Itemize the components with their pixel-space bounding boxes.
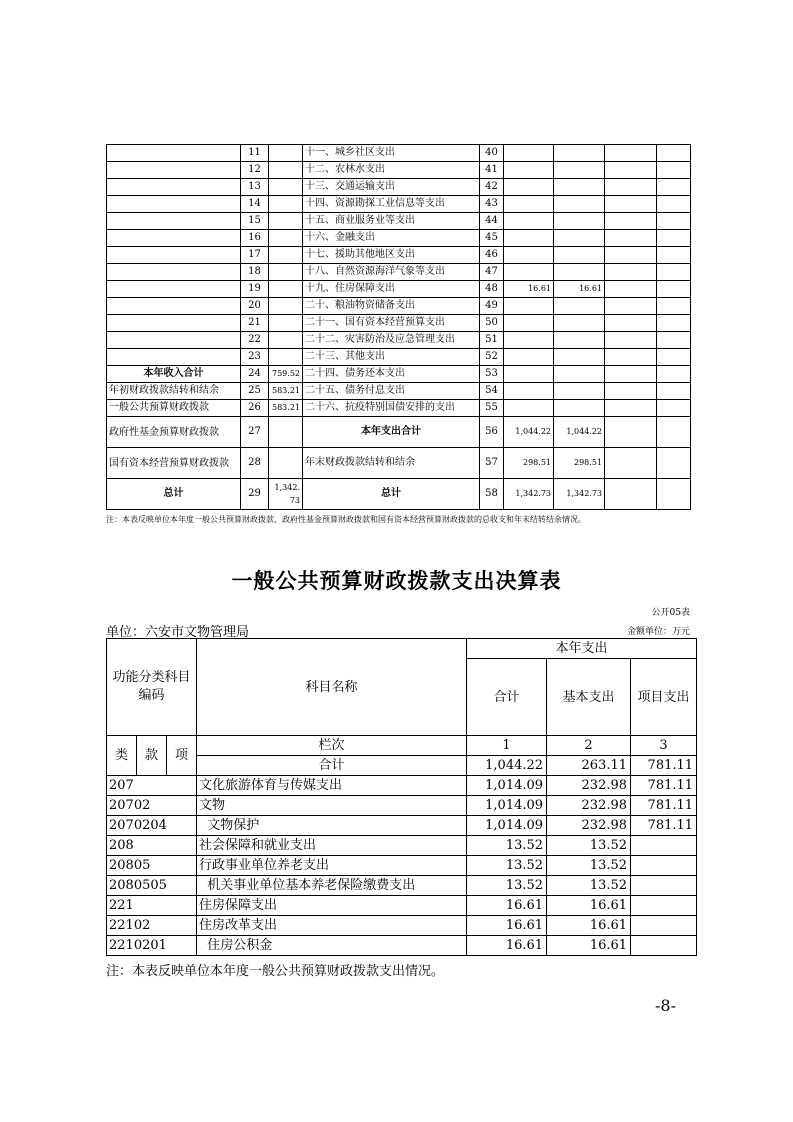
table-cell: [269, 162, 303, 179]
table-cell: [554, 196, 605, 213]
table-cell: 本年收入合计: [107, 366, 241, 383]
table-cell: [657, 479, 691, 510]
table-cell: 48: [480, 281, 504, 298]
table-cell: [554, 247, 605, 264]
table-cell: 20: [241, 298, 269, 315]
table-row: [107, 448, 691, 479]
table-cell: 54: [480, 383, 504, 400]
table-cell: [504, 366, 554, 383]
table-cell: 11: [241, 145, 269, 162]
header-project: 项目支出: [631, 659, 697, 736]
table-cell: 1,044.22: [554, 417, 605, 448]
table-cell: [504, 230, 554, 247]
table-cell: [657, 366, 691, 383]
table-cell: [554, 213, 605, 230]
table-cell: [657, 264, 691, 281]
table-cell: [504, 196, 554, 213]
table-cell: [269, 315, 303, 332]
table-cell: 583.21: [269, 400, 303, 417]
table-row: [107, 315, 691, 332]
table-cell: 23: [241, 349, 269, 366]
table-row: [107, 836, 697, 856]
table-cell: [554, 145, 605, 162]
table-cell: 12: [241, 162, 269, 179]
table-cell: [269, 196, 303, 213]
table-cell: 二十四、债务还本支出: [303, 366, 480, 383]
table-cell: [269, 230, 303, 247]
table-cell: [107, 332, 241, 349]
table-cell: [554, 179, 605, 196]
table-cell: 57: [480, 448, 504, 479]
table-cell-code: 20702: [107, 796, 197, 816]
table-cell: [504, 179, 554, 196]
table-cell-code: 208: [107, 836, 197, 856]
table-cell-name: 文物保护: [197, 816, 467, 836]
table-cell: 二十六、抗疫特别国债安排的支出: [303, 400, 480, 417]
table-cell: 45: [480, 230, 504, 247]
table-cell: [554, 315, 605, 332]
table-cell: [504, 349, 554, 366]
table-cell-code: 20805: [107, 856, 197, 876]
table-cell: 41: [480, 162, 504, 179]
table-cell: [504, 315, 554, 332]
table-cell: [504, 247, 554, 264]
table-cell-code: 221: [107, 896, 197, 916]
table-cell: [504, 162, 554, 179]
table-cell-name: 住房保障支出: [197, 896, 467, 916]
table-cell: [605, 230, 657, 247]
table-cell-project: 781.11: [631, 816, 697, 836]
table-cell: 49: [480, 298, 504, 315]
table-cell: [107, 145, 241, 162]
table-cell: [657, 298, 691, 315]
table-cell: [269, 298, 303, 315]
table-row: [107, 162, 691, 179]
table-cell: [107, 247, 241, 264]
header-code-group: 功能分类科目编码: [107, 639, 197, 736]
table-cell: [107, 162, 241, 179]
table-cell: [605, 417, 657, 448]
table-cell: 58: [480, 479, 504, 510]
header-idx1: 1: [467, 736, 547, 756]
table-cell: 十六、金融支出: [303, 230, 480, 247]
table-cell: [554, 400, 605, 417]
table-cell: [605, 366, 657, 383]
table-cell-code: 2080505: [107, 876, 197, 896]
header-xiang: 项: [167, 736, 197, 776]
table-row: [107, 856, 697, 876]
total-row-name: 合计: [197, 756, 467, 776]
table-cell: [605, 145, 657, 162]
table-cell: 13: [241, 179, 269, 196]
table-cell: [657, 179, 691, 196]
table-cell: 16.61: [504, 281, 554, 298]
table-cell: 国有资本经营预算财政拨款: [107, 448, 241, 479]
table-cell: 十三、交通运输支出: [303, 179, 480, 196]
table-cell: 42: [480, 179, 504, 196]
table-cell: [554, 162, 605, 179]
table-cell: [657, 400, 691, 417]
table-cell: 24: [241, 366, 269, 383]
table-row: [107, 876, 697, 896]
table-cell: [605, 281, 657, 298]
table-cell: [269, 264, 303, 281]
table-cell: 总计: [303, 479, 480, 510]
table-cell: [657, 448, 691, 479]
table-cell-total: 16.61: [467, 936, 547, 956]
table-row: [107, 264, 691, 281]
table-cell: [269, 247, 303, 264]
table-cell: 总计: [107, 479, 241, 510]
table-cell: 二十、粮油物资储备支出: [303, 298, 480, 315]
table-cell: 55: [480, 400, 504, 417]
table-cell: [605, 179, 657, 196]
table-cell: [504, 298, 554, 315]
table-cell-basic: 13.52: [547, 856, 631, 876]
income-expense-table: [106, 144, 691, 510]
table-cell-name: 机关事业单位基本养老保险缴费支出: [197, 876, 467, 896]
table-row: [107, 383, 691, 400]
table-cell: [657, 213, 691, 230]
table-cell: [605, 315, 657, 332]
table-cell: [269, 145, 303, 162]
table-cell: 年末财政拨款结转和结余: [303, 448, 480, 479]
table-cell: 298.51: [504, 448, 554, 479]
table-cell: [605, 162, 657, 179]
table-cell: [554, 298, 605, 315]
table-cell: 51: [480, 332, 504, 349]
table-cell-total: 1,014.09: [467, 776, 547, 796]
table-row: [107, 936, 697, 956]
table-cell: [554, 349, 605, 366]
table-cell: 本年支出合计: [303, 417, 480, 448]
table-row: [107, 366, 691, 383]
table-cell: [269, 281, 303, 298]
table-cell: [107, 196, 241, 213]
table-cell-basic: 232.98: [547, 796, 631, 816]
table-cell: [269, 332, 303, 349]
table-cell-name: 社会保障和就业支出: [197, 836, 467, 856]
table-cell: [657, 162, 691, 179]
table-cell-name: 行政事业单位养老支出: [197, 856, 467, 876]
table-cell: 28: [241, 448, 269, 479]
table-row: [107, 479, 691, 510]
table-row: [107, 196, 691, 213]
table-cell: [657, 196, 691, 213]
table-cell: 27: [241, 417, 269, 448]
table-cell-code: 2070204: [107, 816, 197, 836]
table-row: [107, 332, 691, 349]
table-cell-project: 781.11: [631, 776, 697, 796]
table-cell-basic: 232.98: [547, 776, 631, 796]
total-row-basic: 263.11: [547, 756, 631, 776]
table-cell: [269, 448, 303, 479]
table-cell: 25: [241, 383, 269, 400]
header-basic: 基本支出: [547, 659, 631, 736]
table-cell: 十二、农林水支出: [303, 162, 480, 179]
table-cell: [504, 145, 554, 162]
form-number: 公开05表: [651, 608, 690, 618]
table-cell: [269, 179, 303, 196]
table-row: [107, 247, 691, 264]
table-cell: 22: [241, 332, 269, 349]
table-row: [107, 298, 691, 315]
table-row: [107, 179, 691, 196]
table-row: [107, 896, 697, 916]
table-cell-code: 2210201: [107, 936, 197, 956]
table-cell: 十四、资源勘探工业信息等支出: [303, 196, 480, 213]
table-cell-basic: 16.61: [547, 916, 631, 936]
table-cell: [657, 383, 691, 400]
table-cell: [657, 281, 691, 298]
table-cell: 52: [480, 349, 504, 366]
table-cell: [657, 247, 691, 264]
table-cell: 44: [480, 213, 504, 230]
table-cell: [657, 332, 691, 349]
table-cell: [504, 264, 554, 281]
table-cell: 46: [480, 247, 504, 264]
table-cell: 二十五、债务付息支出: [303, 383, 480, 400]
table-row: [107, 776, 697, 796]
table-cell: 18: [241, 264, 269, 281]
table-cell: [504, 213, 554, 230]
table-cell-total: 1,014.09: [467, 816, 547, 836]
table-cell: [107, 230, 241, 247]
page-number: -8-: [655, 996, 676, 1015]
table-cell: [605, 479, 657, 510]
table-row: [107, 916, 697, 936]
table-cell: [657, 145, 691, 162]
table-cell: 17: [241, 247, 269, 264]
table-cell-project: [631, 876, 697, 896]
table-cell: 十七、援助其他地区支出: [303, 247, 480, 264]
table-cell: [269, 349, 303, 366]
table-cell: 15: [241, 213, 269, 230]
table-cell-name: 住房公积金: [197, 936, 467, 956]
table-cell: 298.51: [554, 448, 605, 479]
header-current-year: 本年支出: [467, 639, 697, 659]
table-cell: [554, 383, 605, 400]
table-row: [107, 145, 691, 162]
table-cell: 十五、商业服务业等支出: [303, 213, 480, 230]
table-cell-basic: 13.52: [547, 836, 631, 856]
table-cell-code: 207: [107, 776, 197, 796]
header-col-index: 栏次: [197, 736, 467, 756]
table-cell-name: 住房改革支出: [197, 916, 467, 936]
table-cell: 一般公共预算财政拨款: [107, 400, 241, 417]
table-cell: [269, 417, 303, 448]
table-cell: 50: [480, 315, 504, 332]
table-cell-project: 781.11: [631, 796, 697, 816]
table-cell: 1,342.73: [269, 479, 303, 510]
table-cell: 十一、城乡社区支出: [303, 145, 480, 162]
table-cell: [107, 213, 241, 230]
table-cell-name: 文物: [197, 796, 467, 816]
table-cell: [554, 264, 605, 281]
table-cell: [605, 264, 657, 281]
table-cell: 47: [480, 264, 504, 281]
table-cell: 583.21: [269, 383, 303, 400]
table-row: [107, 816, 697, 836]
table-cell: 十九、住房保障支出: [303, 281, 480, 298]
table-cell: [605, 448, 657, 479]
expenditure-table: [106, 638, 697, 956]
table-row: [107, 213, 691, 230]
header-subject-name: 科目名称: [197, 639, 467, 736]
total-row-total: 1,044.22: [467, 756, 547, 776]
table-cell: [657, 417, 691, 448]
table-cell: [107, 298, 241, 315]
table-cell: [605, 383, 657, 400]
table-cell-basic: 13.52: [547, 876, 631, 896]
table-cell: 21: [241, 315, 269, 332]
header-kuan: 款: [137, 736, 167, 776]
header-lei: 类: [107, 736, 137, 776]
header-idx3: 3: [631, 736, 697, 756]
table-row: [107, 230, 691, 247]
table-cell-basic: 16.61: [547, 896, 631, 916]
table-row: [107, 349, 691, 366]
table-cell: [504, 383, 554, 400]
header-total: 合计: [467, 659, 547, 736]
table-cell: [605, 332, 657, 349]
table-cell-code: 22102: [107, 916, 197, 936]
table-cell: [504, 400, 554, 417]
table-cell: 年初财政拨款结转和结余: [107, 383, 241, 400]
table-cell-total: 13.52: [467, 876, 547, 896]
page-title: 一般公共预算财政拨款支出决算表: [231, 568, 562, 593]
table-cell: 16: [241, 230, 269, 247]
table-cell: 14: [241, 196, 269, 213]
table-cell: 二十三、其他支出: [303, 349, 480, 366]
table-cell: 二十二、灾害防治及应急管理支出: [303, 332, 480, 349]
header-idx2: 2: [547, 736, 631, 756]
table-cell: 26: [241, 400, 269, 417]
table-cell-project: [631, 836, 697, 856]
table-cell: [657, 230, 691, 247]
table-cell: 1,044.22: [504, 417, 554, 448]
table-cell-total: 13.52: [467, 836, 547, 856]
table-cell-name: 文化旅游体育与传媒支出: [197, 776, 467, 796]
lower-table-note: 注：本表反映单位本年度一般公共预算财政拨款支出情况。: [106, 964, 445, 979]
unit-label: 单位：六安市文物管理局: [106, 625, 250, 640]
table-cell: [605, 247, 657, 264]
table-cell: 29: [241, 479, 269, 510]
table-cell: 政府性基金预算财政拨款: [107, 417, 241, 448]
table-cell: [107, 264, 241, 281]
table-cell: [657, 315, 691, 332]
table-cell: [107, 281, 241, 298]
table-cell: [107, 349, 241, 366]
table-cell-basic: 232.98: [547, 816, 631, 836]
table-cell-total: 13.52: [467, 856, 547, 876]
table-row: [107, 400, 691, 417]
table-cell: [107, 315, 241, 332]
table-row: [107, 281, 691, 298]
table-cell: 40: [480, 145, 504, 162]
table-cell: 16.61: [554, 281, 605, 298]
upper-table-note: 注：本表反映单位本年度一般公共预算财政拨款、政府性基金预算财政拨款和国有资本经营预算财政拨款的总收支和年末结转结余情况。: [106, 515, 586, 524]
table-cell: 二十一、国有资本经营预算支出: [303, 315, 480, 332]
table-cell: 56: [480, 417, 504, 448]
table-cell: [107, 179, 241, 196]
table-cell: [269, 213, 303, 230]
table-cell: [605, 196, 657, 213]
table-cell-project: [631, 856, 697, 876]
table-cell: [554, 230, 605, 247]
table-cell: [657, 349, 691, 366]
money-unit-label: 金额单位：万元: [626, 627, 690, 637]
table-cell: [605, 298, 657, 315]
table-cell-total: 16.61: [467, 896, 547, 916]
table-cell: 1,342.73: [554, 479, 605, 510]
table-cell: 19: [241, 281, 269, 298]
table-cell: 十八、自然资源海洋气象等支出: [303, 264, 480, 281]
table-cell-total: 16.61: [467, 916, 547, 936]
table-cell: [554, 332, 605, 349]
table-cell-total: 1,014.09: [467, 796, 547, 816]
table-cell: 53: [480, 366, 504, 383]
table-cell-project: [631, 936, 697, 956]
table-cell-project: [631, 896, 697, 916]
table-cell: 759.52: [269, 366, 303, 383]
table-cell: [605, 400, 657, 417]
table-cell: [554, 366, 605, 383]
table-cell-project: [631, 916, 697, 936]
total-row-project: 781.11: [631, 756, 697, 776]
table-row: [107, 796, 697, 816]
table-cell: [605, 349, 657, 366]
table-cell: [605, 213, 657, 230]
table-cell: 1,342.73: [504, 479, 554, 510]
table-cell: [504, 332, 554, 349]
table-row: [107, 417, 691, 448]
table-cell-basic: 16.61: [547, 936, 631, 956]
table-cell: 43: [480, 196, 504, 213]
